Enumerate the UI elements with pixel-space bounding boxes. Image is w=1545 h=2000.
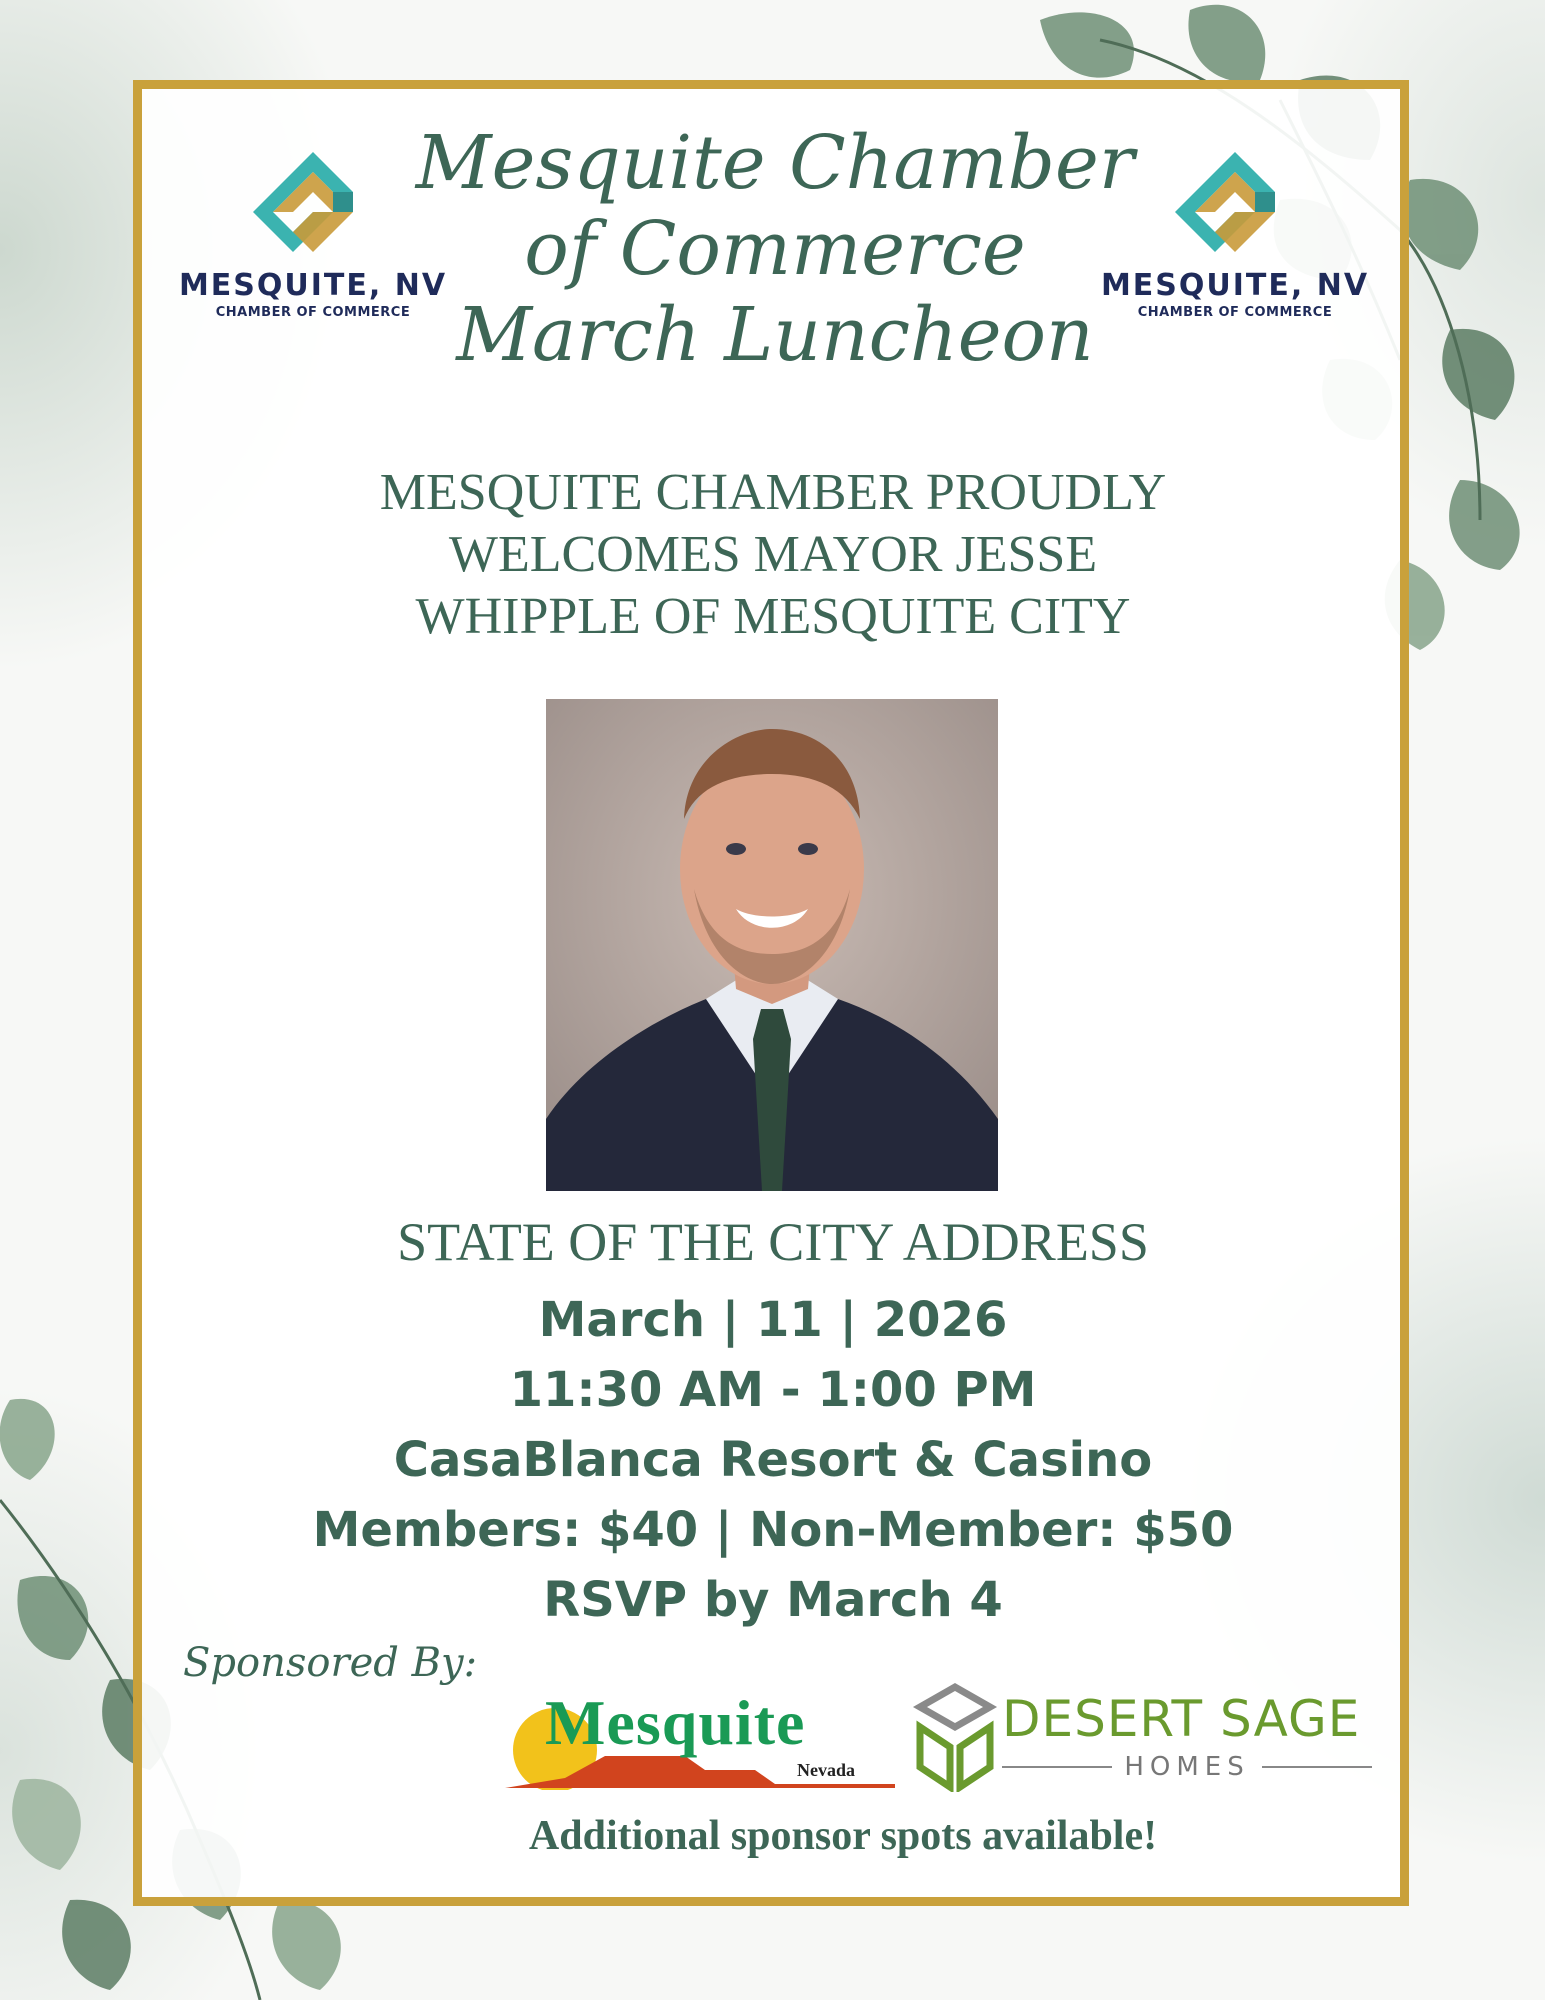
event-details (233, 1285, 1313, 1635)
welcome-line-2: WELCOMES MAYOR JESSE (448, 526, 1098, 583)
sponsored-by-label: Sponsored By: (183, 1640, 478, 1686)
welcome-line-3: WHIPPLE OF MESQUITE CITY (415, 588, 1131, 645)
event-rsvp: RSVP by March 4 (543, 1572, 1003, 1628)
chamber-logo-name: MESQUITE, NV (1100, 268, 1370, 303)
welcome-line-1: MESQUITE CHAMBER PROUDLY (379, 464, 1167, 521)
desert-sage-homes-label: HOMES (1124, 1752, 1250, 1782)
page-title (400, 120, 1150, 378)
chamber-logo-mark-icon (253, 150, 373, 260)
title-line-1: Mesquite Chamber (415, 120, 1135, 206)
event-venue: CasaBlanca Resort & Casino (393, 1432, 1153, 1488)
desert-sage-logo-word: DESERT SAGE (1002, 1690, 1361, 1748)
desert-sage-homes-sponsor-logo (910, 1672, 1380, 1792)
desert-sage-logo-sub (1002, 1752, 1372, 1782)
title-line-2: of Commerce (524, 206, 1026, 292)
mesquite-logo-sub: Nevada (797, 1760, 855, 1780)
event-time: 11:30 AM - 1:00 PM (509, 1362, 1037, 1418)
event-heading: STATE OF THE CITY ADDRESS (397, 1212, 1149, 1272)
mayor-portrait-photo (546, 699, 998, 1191)
chamber-logo-subtitle: CHAMBER OF COMMERCE (1137, 305, 1333, 320)
additional-sponsor-note: Additional sponsor spots available! (528, 1813, 1158, 1859)
event-pricing: Members: $40 | Non-Member: $50 (312, 1502, 1234, 1558)
chamber-logo-mark-icon (1175, 150, 1295, 260)
divider (1262, 1766, 1372, 1768)
welcome-message (233, 462, 1313, 648)
mesquite-logo-word: Mesquite (545, 1687, 806, 1758)
event-date: March | 11 | 2026 (538, 1292, 1008, 1348)
mesquite-nevada-sponsor-logo (505, 1687, 895, 1790)
title-line-3: March Luncheon (456, 292, 1094, 378)
divider (1002, 1766, 1112, 1768)
chamber-logo-subtitle: CHAMBER OF COMMERCE (215, 305, 411, 320)
chamber-logo-name: MESQUITE, NV (178, 268, 448, 303)
desert-sage-mark-icon (910, 1682, 1000, 1792)
